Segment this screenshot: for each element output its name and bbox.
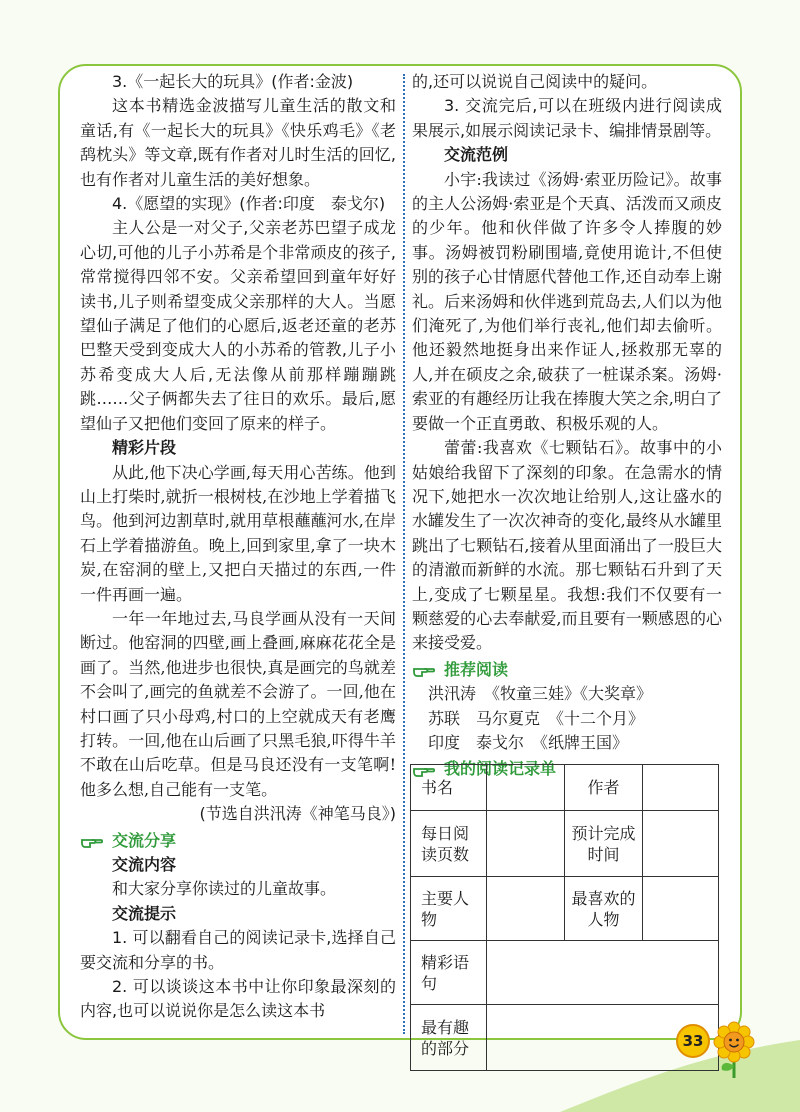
tip-3: 3. 交流完后,可以在班级内进行阅读成果展示,如展示阅读记录卡、编排情景剧等。: [412, 96, 722, 140]
column-divider: [403, 74, 405, 1034]
daily-pages-cell[interactable]: [487, 811, 565, 877]
left-column: [80, 70, 396, 1024]
pointing-hand-icon: [412, 661, 436, 679]
recommend-heading-label: 推荐阅读: [444, 659, 509, 679]
recommend-item-2: 苏联 马尔夏克 《十二个月》: [428, 708, 645, 728]
share-heading-label: 交流分享: [112, 830, 177, 850]
tip-1: 1. 可以翻看自己的阅读记录卡,选择自己要交流和分享的书。: [80, 928, 396, 972]
favorite-character-label: 最喜欢的人物: [565, 877, 643, 941]
tips-heading: 交流提示: [112, 903, 177, 923]
recommend-item-1: 洪汛涛 《牧童三娃》《大奖章》: [428, 684, 653, 704]
planned-time-cell[interactable]: [643, 811, 719, 877]
planned-time-label: 预计完成时间: [565, 811, 643, 877]
tip-2: 2. 可以谈谈这本书中让你印象最深刻的内容,也可以说说你是怎么读这本书: [80, 977, 396, 1021]
main-characters-label: 主要人物: [411, 877, 487, 941]
quotes-cell[interactable]: [487, 941, 719, 1005]
tip-2-continued: 的,还可以说说自己阅读中的疑问。: [412, 72, 658, 91]
author-label: 作者: [565, 765, 643, 811]
favorite-character-cell[interactable]: [643, 877, 719, 941]
interesting-part-label: 最有趣的部分: [411, 1005, 487, 1071]
book-3-description: 这本书精选金波描写儿童生活的散文和童话,有《一起长大的玩具》《快乐鸡毛》《老鸹枕头》等文章,既有作者对儿时生活的回忆,也有作者对儿童生活的美好想象。: [80, 96, 396, 189]
book-4-title: 4.《愿望的实现》(作者:印度 泰戈尔): [112, 194, 386, 214]
excerpt-paragraph-1: 从此,他下决心学画,每天用心苦练。他到山上打柴时,就折一根树枝,在沙地上学着描飞鸟。他到河边割草时,就用草根蘸蘸河水,在岸石上学着描游鱼。晚上,回到家里,拿了一块木炭,在窑洞的壁上,又把白天描过的东西,一件一件再画一遍。: [80, 462, 396, 604]
example-xiaoyu: 小宇:我读过《汤姆·索亚历险记》。故事的主人公汤姆·索亚是个天真、活泼而又顽皮的少年。他和伙伴做了许多令人捧腹的妙事。汤姆被罚粉刷围墙,竟使用诡计,不但使别的孩子心甘情愿代替他工作,还自动奉上谢礼。后来汤姆和伙伴逃到荒岛去,人们以为他们淹死了,为他们举行丧礼,他们却去偷听。他还毅然地挺身出来作证人,拯救那无辜的人,并在硕皮之余,破获了一桩谋杀案。汤姆·索亚的有趣经历让我在捧腹大笑之余,明白了要做一个正直勇敢、积极乐观的人。: [412, 169, 722, 433]
sunflower-icon: [712, 1020, 756, 1080]
author-cell[interactable]: [643, 765, 719, 811]
record-heading-label: 我的阅读记录单: [444, 759, 557, 779]
book-3-title: 3.《一起长大的玩具》(作者:金波): [112, 72, 354, 91]
page-number-badge: 33: [676, 1024, 710, 1058]
content-heading: 交流内容: [112, 855, 177, 874]
example-heading: 交流范例: [444, 145, 509, 165]
recommend-section-heading: [412, 658, 722, 682]
pointing-hand-icon: [80, 832, 104, 850]
excerpt-paragraph-2: 一年一年地过去,马良学画从没有一天间断过。他窑洞的四壁,画上叠画,麻麻花花全是画了。当然,他进步也很快,真是画完的鸟就差不会叫了,画完的鱼就差不会游了。一回,他在村口画了只小母鸡,村口的上空就成天有老鹰打转。一回,他在山后画了只黑毛狼,吓得牛羊不敢在山后吃草。但是马良还没有一支笔啊!他多么想,自己能有一支笔。: [80, 608, 396, 799]
book-name-label: 书名: [411, 765, 487, 811]
right-column: [412, 70, 722, 782]
main-characters-cell[interactable]: [487, 877, 565, 941]
daily-pages-label: 每日阅读页数: [411, 811, 487, 877]
quotes-label: 精彩语句: [411, 941, 487, 1005]
excerpt-source: (节选自洪汛涛《神笔马良》): [199, 804, 396, 824]
share-section-heading: [80, 829, 396, 853]
example-leilei: 蕾蕾:我喜欢《七颗钻石》。故事中的小姑娘给我留下了深刻的印象。在急需水的情况下,她把水一次次地让给别人,这让盛水的水罐发生了一次次神奇的变化,最终从水罐里跳出了七颗钻石,接着从里面涌出了一股巨大的清澈而新鲜的水流。那七颗钻石升到了天上,变成了七颗星星。我想:我们不仅要有一颗慈爱的心去奉献爱,而且要有一颗感恩的心来接受爱。: [412, 438, 722, 653]
content-text: 和大家分享你读过的儿童故事。: [112, 879, 337, 899]
book-name-cell[interactable]: [487, 765, 565, 811]
recommend-item-3: 印度 泰戈尔 《纸牌王国》: [428, 732, 629, 752]
reading-record-table: [410, 764, 719, 1071]
excerpt-heading: 精彩片段: [112, 438, 177, 458]
book-4-description: 主人公是一对父子,父亲老苏巴望子成龙心切,可他的儿子小苏希是个非常顽皮的孩子,常常搅得四邻不安。父亲希望回到童年好好读书,儿子则希望变成父亲那样的大人。当愿望仙子满足了他们的心愿后,返老还童的老苏巴整天受到变成大人的小苏希的管教,儿子小苏希变成大人后,无法像从前那样蹦蹦跳跳……父子俩都失去了往日的欢乐。最后,愿望仙子又把他们变回了原来的样子。: [80, 218, 396, 433]
